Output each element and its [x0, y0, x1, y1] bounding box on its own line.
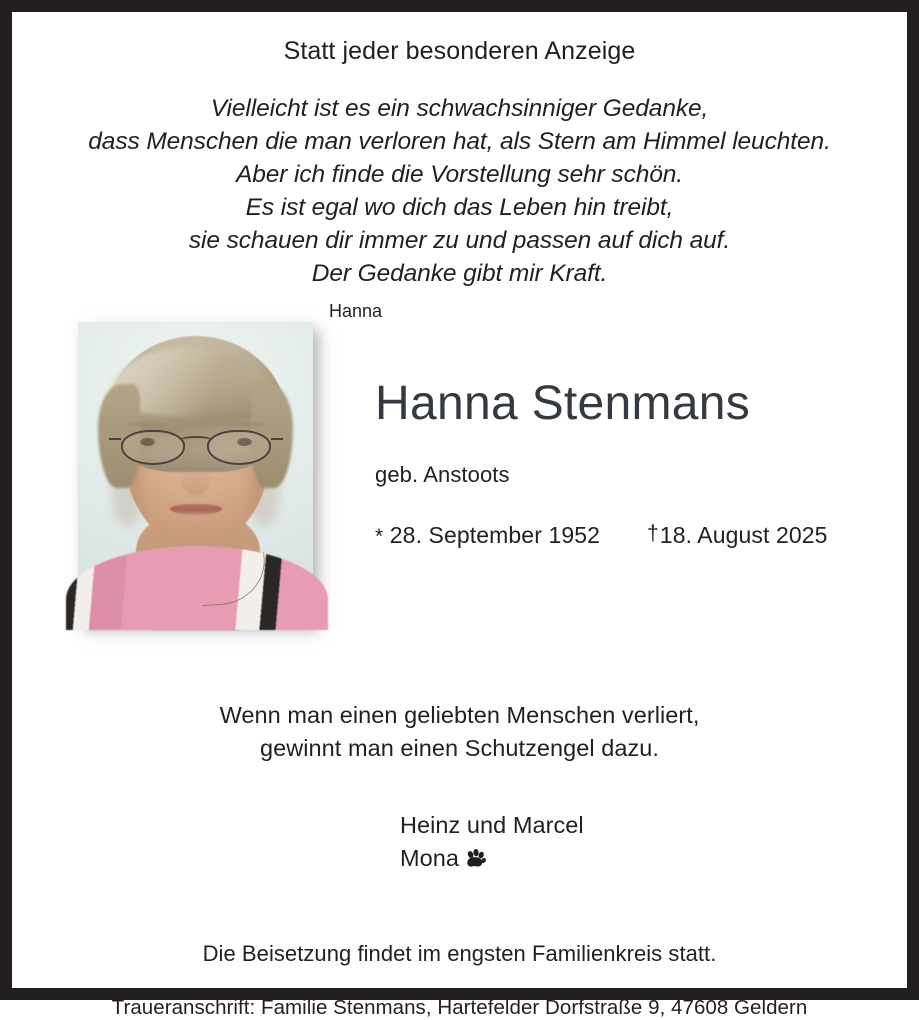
- eyeglass-lens-right: [207, 430, 271, 465]
- contact-line: Traueranschrift: Familie Stenmans, Hartefelder Dorfstraße 9, 47608 Geldern: [111, 996, 808, 1019]
- poem-line: Vielleicht ist es ein schwachsinniger Gedanke,: [210, 95, 709, 122]
- poem-line: sie schauen dir immer zu und passen auf dich auf.: [188, 227, 731, 254]
- verse-block: [15, 652, 904, 765]
- identity-row: [15, 322, 904, 652]
- poem-line: dass Menschen die man verloren hat, als Stern am Himmel leuchten.: [88, 128, 831, 155]
- eyeglass-temple-left: [109, 438, 121, 440]
- card-inner-frame: [15, 15, 904, 1019]
- death-date-group: [647, 522, 828, 549]
- poem-line: Der Gedanke gibt mir Kraft.: [311, 260, 608, 287]
- eyeglass-lens-left: [121, 430, 185, 465]
- identity-text-block: [375, 377, 888, 549]
- birth-date: 28. September 1952: [389, 522, 601, 548]
- maiden-name: geb. Anstoots: [375, 462, 510, 487]
- deceased-name: Hanna Stenmans: [375, 377, 751, 430]
- mourner-line-with-pet: [400, 842, 904, 875]
- birth-star-icon: *: [375, 525, 384, 548]
- verse-line: Wenn man einen geliebten Menschen verliert,: [219, 702, 700, 728]
- portrait-canvas: [78, 322, 313, 624]
- portrait-photo: [78, 322, 313, 624]
- eyeglass-bridge: [179, 436, 213, 445]
- poem-line: Es ist egal wo dich das Leben hin treibt,: [245, 194, 674, 221]
- mourner-line: Heinz und Marcel: [400, 812, 584, 838]
- death-dagger-icon: †: [647, 522, 659, 545]
- birth-date-group: [375, 522, 600, 549]
- mourners-block: [15, 765, 904, 875]
- funeral-note: Die Beisetzung findet im engsten Familienkreis statt.: [202, 941, 717, 966]
- portrait-eyebrow-left: [128, 422, 168, 427]
- pet-name: Mona: [400, 845, 459, 871]
- headline: Statt jeder besonderen Anzeige: [283, 37, 636, 65]
- paw-print-icon: [465, 849, 486, 868]
- life-dates: [375, 488, 888, 549]
- poem-block: [15, 66, 904, 290]
- death-date: 18. August 2025: [659, 522, 828, 548]
- portrait-eyebrow-right: [224, 422, 264, 427]
- poem-line: Aber ich finde die Vorstellung sehr schön.: [235, 161, 684, 188]
- poem-signature: Hanna: [328, 301, 383, 321]
- verse-line: gewinnt man einen Schutzengel dazu.: [260, 735, 659, 761]
- eyeglass-temple-right: [271, 438, 283, 440]
